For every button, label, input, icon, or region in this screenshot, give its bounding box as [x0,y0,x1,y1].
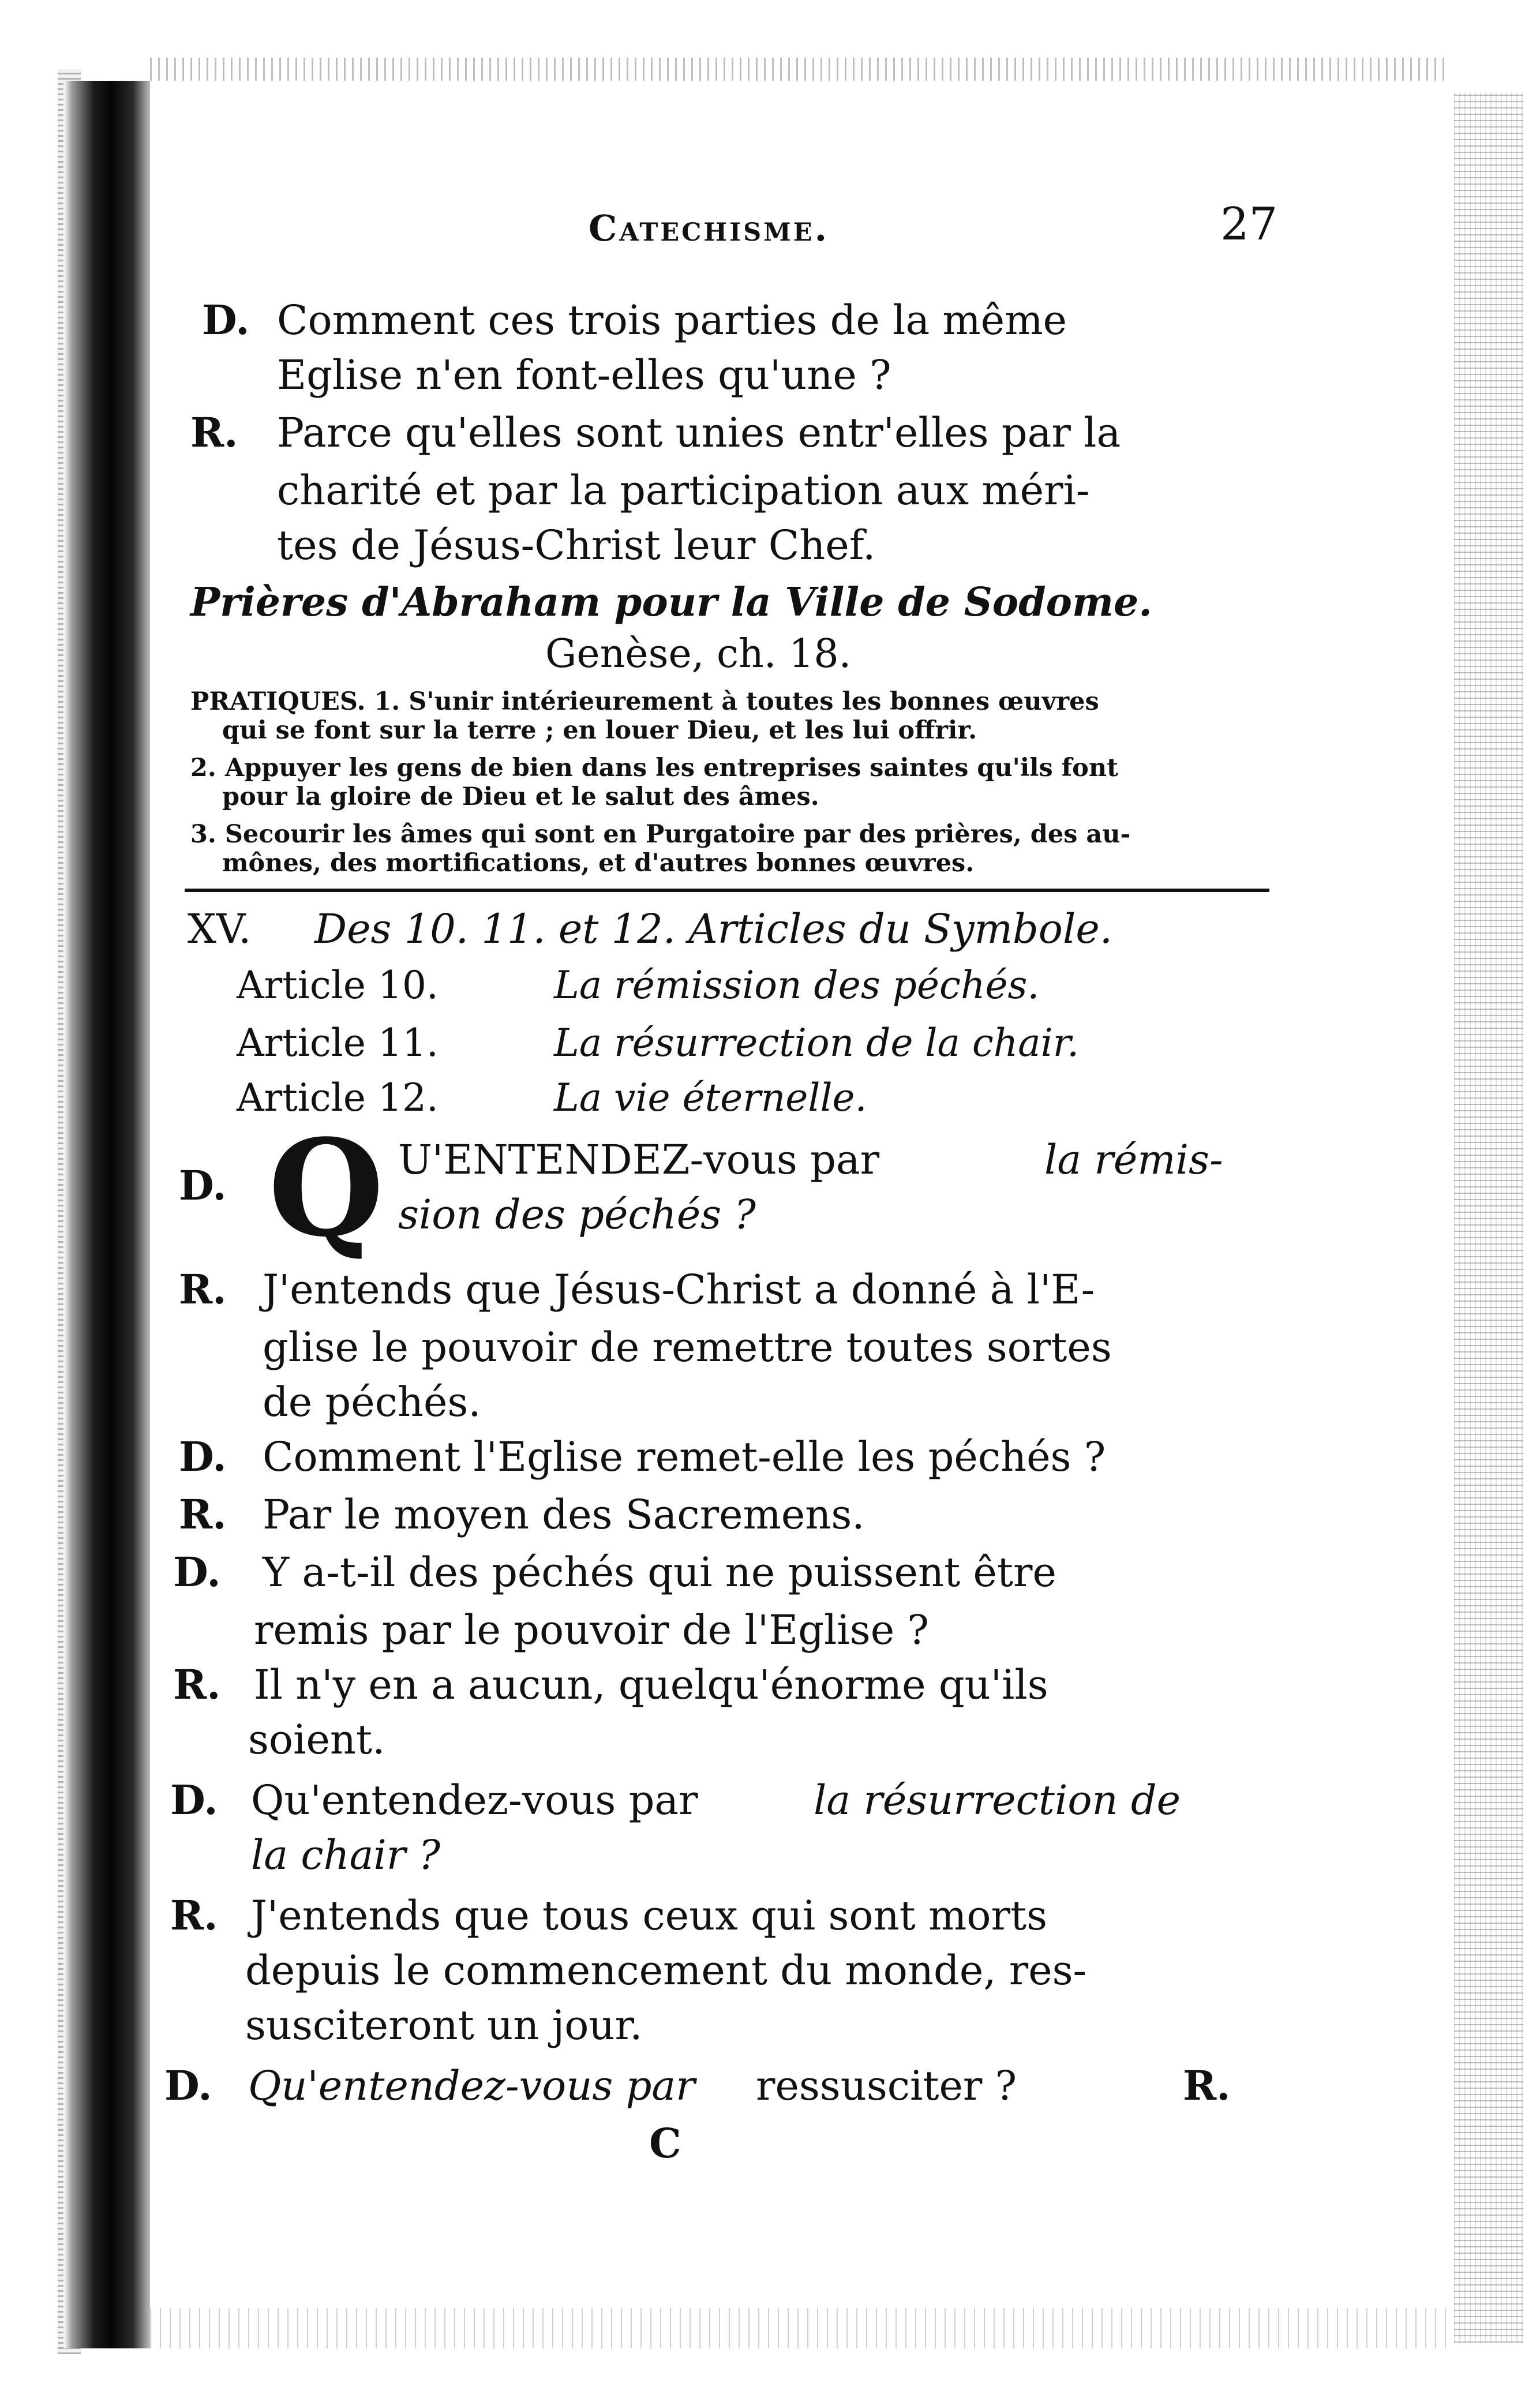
qa-text-italic: la résurrection de [814,1777,1181,1824]
qa-text: Parce qu'elles sont unies entr'elles par la [277,409,1121,456]
article-label: Article 10. [237,963,439,1007]
qa-text: Qu'entendez-vous par [251,1777,698,1824]
article-label: Article 12. [237,1076,439,1120]
qa-text-caps: U'ENTENDEZ-vous par [398,1136,880,1183]
section-divider [185,889,1269,892]
qa-text: charité et par la participation aux méri- [277,467,1090,514]
qa-label: R. [179,1265,227,1313]
article-title: La résurrection de la chair. [554,1021,1080,1065]
qa-text: susciteront un jour. [245,2002,643,2049]
qa-label: D. [170,1776,218,1824]
qa-text: depuis le commencement du monde, res- [245,1947,1087,1994]
qa-text: ressusciter ? [756,2062,1017,2110]
page-number: 27 [1220,198,1278,250]
qa-text: J'entends que tous ceux qui sont morts [251,1892,1048,1939]
qa-label: R. [190,409,238,456]
section-heading: Des 10. 11. et 12. Articles du Symbole. [314,905,1113,953]
qa-text: Comment l'Eglise remet-elle les péchés ? [263,1433,1106,1481]
catchword: R. [1183,2062,1231,2110]
qa-label: D. [179,1161,227,1209]
pratiques-line: qui se font sur la terre ; en louer Dieu, et les lui offrir. [222,716,977,745]
qa-text: remis par le pouvoir de l'Eglise ? [254,1606,929,1654]
bottom-page-edge [150,2308,1448,2348]
qa-text-italic: sion des péchés ? [398,1191,756,1238]
qa-text-italic: la rémis- [1044,1136,1223,1183]
qa-text: Par le moyen des Sacremens. [263,1491,865,1538]
section-number: XV. [188,905,252,953]
qa-text: tes de Jésus-Christ leur Chef. [277,522,876,569]
book-spine-shadow [63,81,150,2348]
qa-text: glise le pouvoir de remettre toutes sortes [263,1324,1112,1371]
signature-mark: C [649,2119,681,2167]
qa-text-italic: la chair ? [251,1831,441,1879]
pratiques-line: 3. Secourir les âmes qui sont en Purgatoire par des prières, des au- [190,820,1131,849]
right-page-edge [1454,92,1523,2343]
pratiques-line: PRATIQUES. 1. S'unir intérieurement à toutes les bonnes œuvres [190,687,1099,716]
qa-label: D. [173,1548,221,1596]
pratiques-line: mônes, des mortifications, et d'autres bonnes œuvres. [222,849,975,878]
qa-text: Y a-t-il des péchés qui ne puissent être [263,1549,1056,1596]
qa-text: de péchés. [263,1378,481,1426]
qa-text-italic: Qu'entendez-vous par [248,2062,695,2110]
prayer-title: Prières d'Abraham pour la Ville de Sodome. [190,579,1152,625]
qa-label: D. [179,1433,227,1481]
qa-label: R. [170,1891,218,1939]
qa-label: R. [173,1661,221,1708]
qa-label: R. [179,1490,227,1538]
qa-text: soient. [248,1716,385,1763]
qa-text: Il n'y en a aucun, quelqu'énorme qu'ils [254,1661,1048,1708]
running-head-title: Catechisme. [589,207,830,249]
article-title: La rémission des péchés. [554,963,1040,1007]
qa-text: Comment ces trois parties de la même [277,297,1067,344]
article-label: Article 11. [237,1021,439,1065]
qa-text: Eglise n'en font-elles qu'une ? [277,351,891,399]
top-page-edge [150,58,1448,81]
qa-text: J'entends que Jésus-Christ a donné à l'E- [263,1266,1095,1313]
qa-label: D. [202,296,250,344]
pratiques-line: pour la gloire de Dieu et le salut des âmes. [222,782,819,811]
pratiques-line: 2. Appuyer les gens de bien dans les entreprises saintes qu'ils font [190,754,1118,782]
drop-cap: Q [268,1111,384,1267]
article-title: La vie éternelle. [554,1076,867,1120]
prayer-reference: Genèse, ch. 18. [545,631,852,677]
qa-label: D. [164,2062,212,2110]
